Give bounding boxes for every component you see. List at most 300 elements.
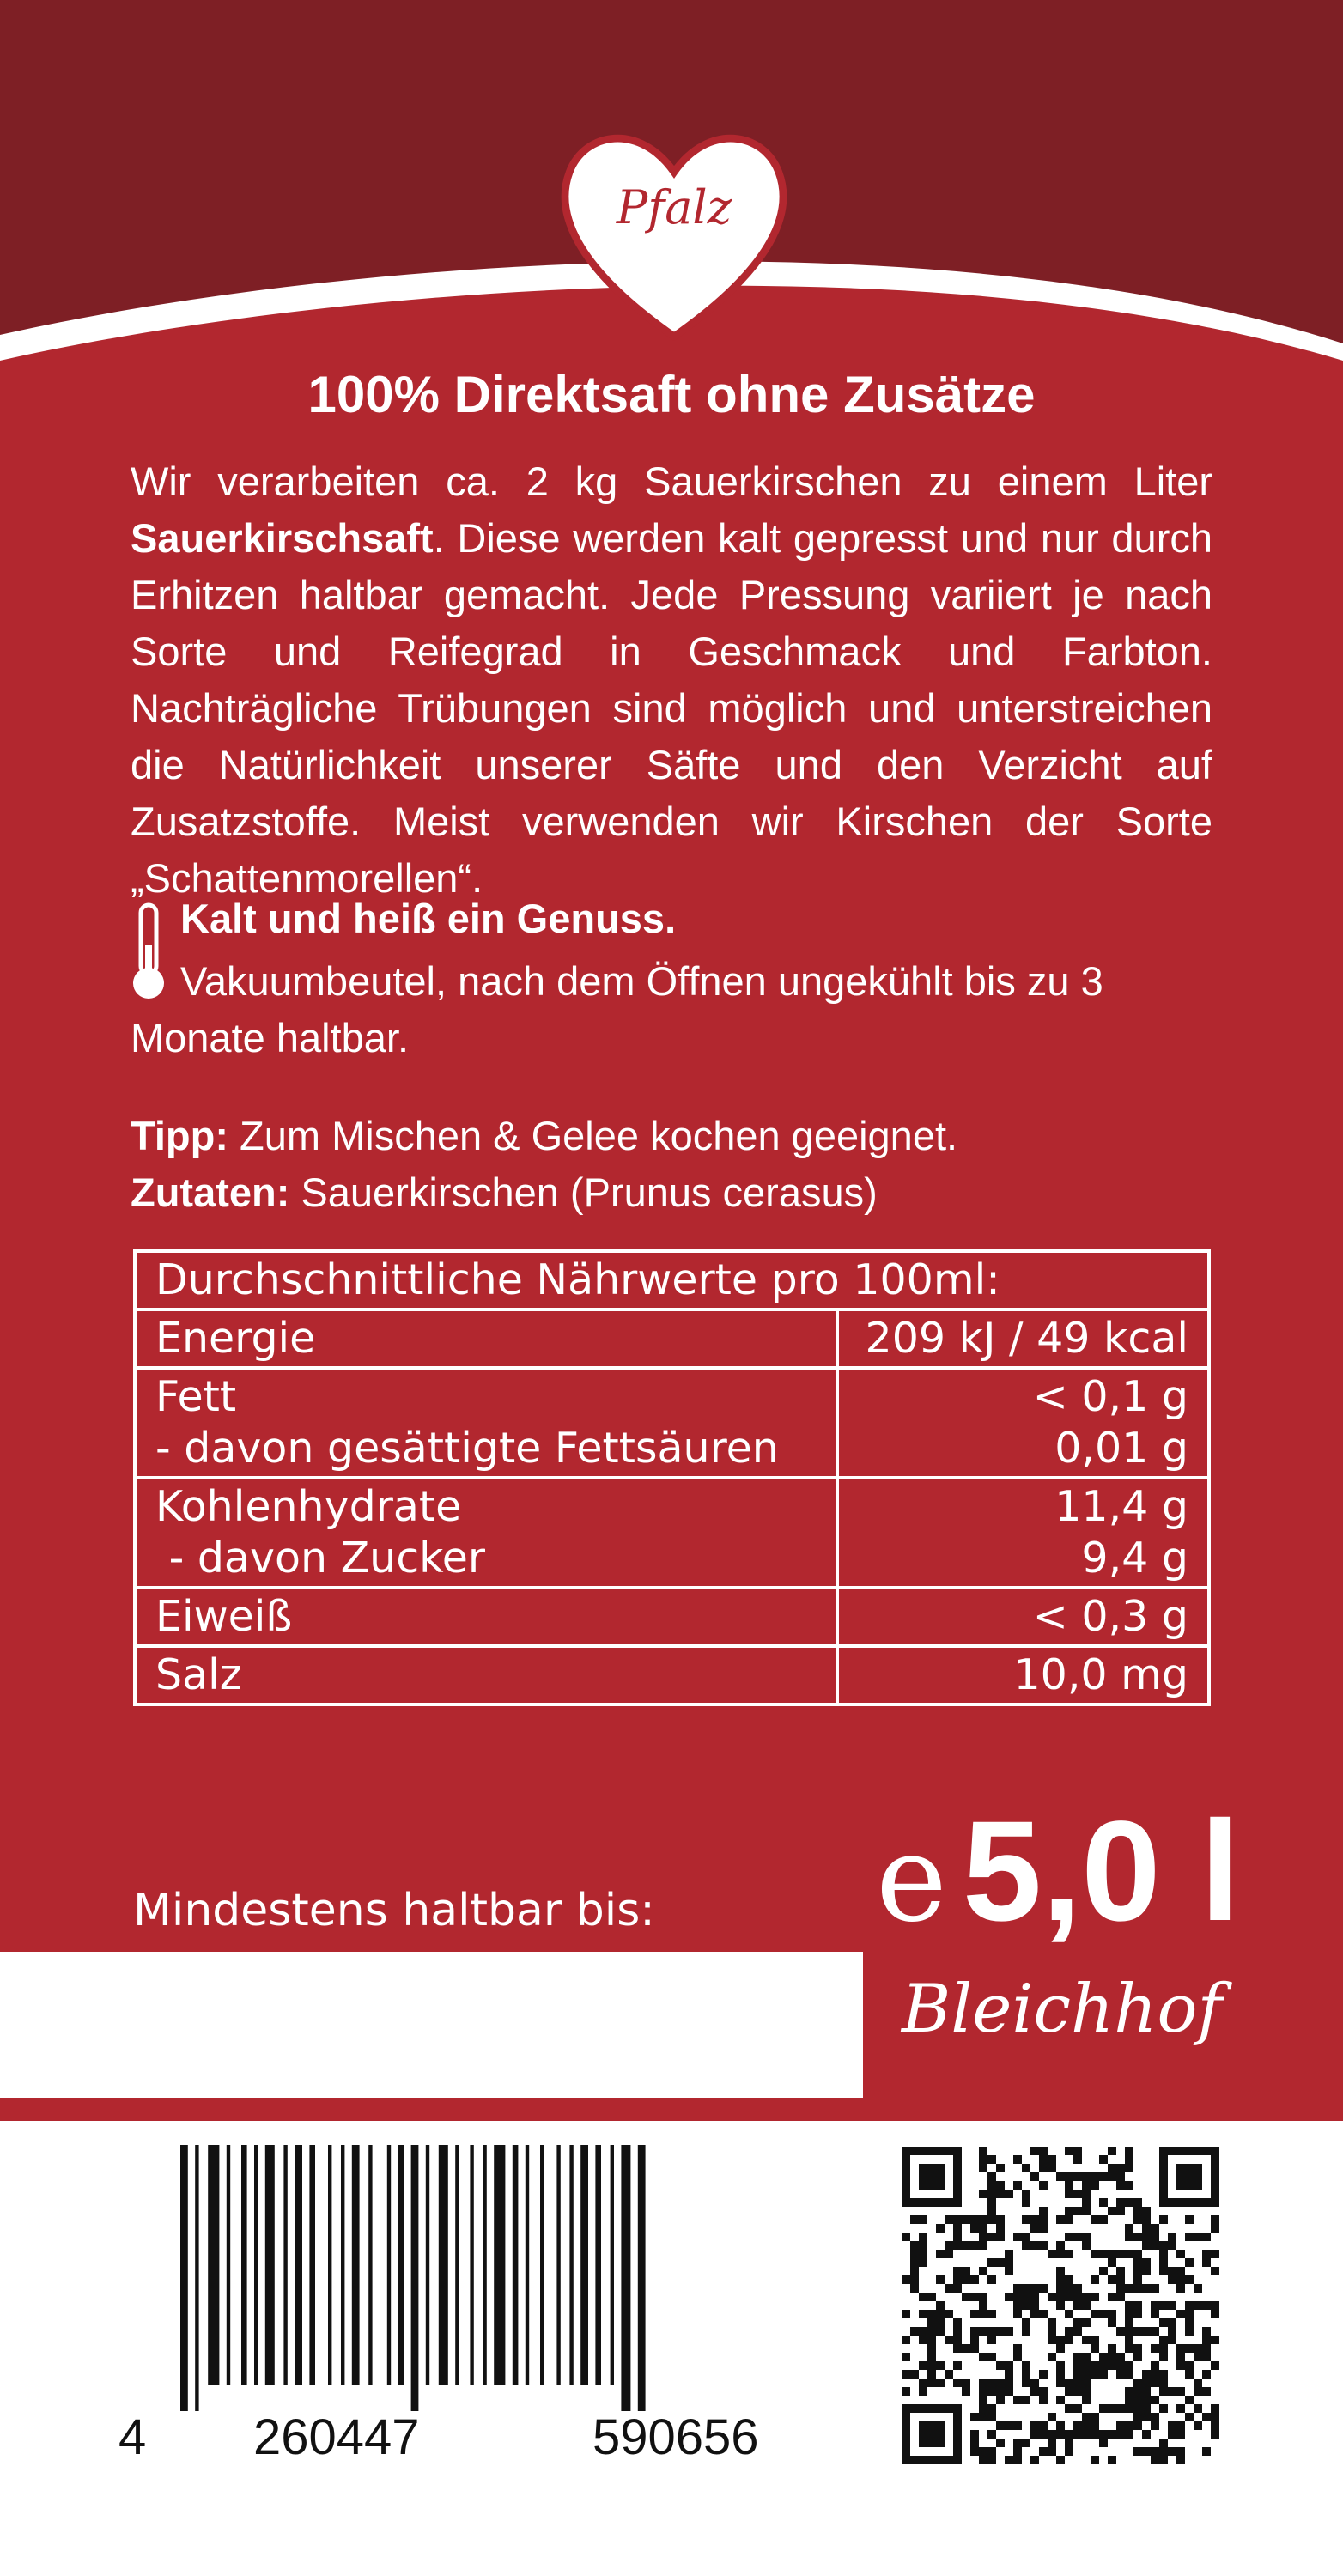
qr-module [1099, 2172, 1108, 2181]
qr-module [1073, 2284, 1082, 2293]
qr-module [1022, 2370, 1030, 2379]
qr-module [962, 2379, 970, 2387]
qr-module [1125, 2198, 1133, 2207]
qr-module [1125, 2336, 1133, 2344]
nutrition-row-energy [135, 1309, 1209, 1368]
qr-module [1030, 2241, 1039, 2250]
qr-module [1048, 2413, 1056, 2421]
qr-module [1125, 2181, 1133, 2190]
qr-module [1005, 2421, 1013, 2430]
qr-module [1005, 2387, 1013, 2396]
nutrition-header: Durchschnittliche Nährwerte pro 100ml: [135, 1251, 1209, 1309]
nutrient-value: 209 kJ / 49 kcal [837, 1309, 1209, 1368]
qr-module [1159, 2241, 1168, 2250]
qr-module [1091, 2172, 1099, 2181]
qr-module [919, 2233, 927, 2241]
qr-module [1065, 2439, 1073, 2447]
qr-module [1194, 2353, 1202, 2361]
qr-module [945, 2336, 953, 2344]
qr-module [1151, 2361, 1159, 2370]
qr-module [1065, 2147, 1073, 2155]
qr-module [910, 2327, 919, 2336]
qr-module [1056, 2250, 1065, 2258]
qr-module [1159, 2379, 1168, 2387]
qr-module [953, 2327, 962, 2336]
qr-module [1185, 2310, 1194, 2318]
qr-module [1108, 2250, 1116, 2258]
qr-module [979, 2413, 988, 2421]
qr-module [1082, 2396, 1091, 2404]
qr-module [1185, 2301, 1194, 2310]
qr-module [1133, 2233, 1142, 2241]
qr-module [1194, 2387, 1202, 2396]
qr-module [1039, 2207, 1048, 2215]
nutrient-name-cell [135, 1368, 837, 1478]
qr-module [953, 2275, 962, 2284]
qr-module [1116, 2250, 1125, 2258]
qr-module [1151, 2413, 1159, 2421]
barcode-bar [241, 2145, 247, 2385]
qr-module [1142, 2207, 1151, 2215]
qr-module [970, 2430, 979, 2439]
estimated-sign-icon: e [876, 1809, 947, 1949]
qr-module [1116, 2284, 1125, 2293]
qr-module [1116, 2293, 1125, 2301]
qr-module [1151, 2370, 1159, 2379]
intro-text-1: Wir verarbeiten ca. 2 kg Sauerkirschen zu einem Liter [131, 459, 1212, 504]
qr-module [1056, 2361, 1065, 2370]
qr-module [1151, 2327, 1159, 2336]
qr-module [979, 2293, 988, 2301]
qr-module [979, 2327, 988, 2336]
qr-module [1022, 2293, 1030, 2301]
qr-module [1211, 2361, 1219, 2370]
barcode-digits-left: 260447 [253, 2409, 420, 2465]
qr-module [953, 2267, 962, 2275]
qr-module [1073, 2353, 1082, 2361]
qr-module [1133, 2396, 1142, 2404]
qr-module [1091, 2336, 1099, 2344]
qr-module [1116, 2207, 1125, 2215]
qr-module [1091, 2421, 1099, 2430]
qr-module [919, 2361, 927, 2370]
qr-module [1133, 2379, 1142, 2387]
qr-module [1142, 2233, 1151, 2241]
qr-module [919, 2327, 927, 2336]
qr-module [1073, 2327, 1082, 2336]
qr-module [1176, 2387, 1185, 2396]
qr-module [1116, 2275, 1125, 2284]
qr-module [1073, 2190, 1082, 2198]
qr-module [1082, 2207, 1091, 2215]
qr-module [1056, 2172, 1065, 2181]
qr-module [1091, 2413, 1099, 2421]
qr-module [1082, 2370, 1091, 2379]
qr-module [1116, 2404, 1125, 2413]
qr-module [1065, 2207, 1073, 2215]
qr-module [979, 2267, 988, 2275]
qr-module [919, 2379, 927, 2387]
qr-module [953, 2336, 962, 2344]
qr-module [1099, 2198, 1108, 2207]
qr-module [1211, 2310, 1219, 2318]
qr-module [1022, 2233, 1030, 2241]
qr-module [1151, 2224, 1159, 2233]
qr-module [1108, 2258, 1116, 2267]
qr-module [936, 2250, 945, 2258]
qr-module [1133, 2284, 1142, 2293]
qr-module [1013, 2155, 1022, 2164]
volume-value: 5,0 l [962, 1792, 1240, 1951]
qr-module [1048, 2250, 1056, 2258]
qr-module [1116, 2267, 1125, 2275]
tip-text: Zum Mischen & Gelee kochen geeignet. [228, 1113, 958, 1158]
qr-module [945, 2241, 953, 2250]
qr-module [953, 2284, 962, 2293]
qr-module [1082, 2361, 1091, 2370]
qr-module [1091, 2181, 1099, 2190]
qr-module [979, 2224, 988, 2233]
qr-module [1142, 2370, 1151, 2379]
qr-module [1185, 2215, 1194, 2224]
qr-module [1202, 2370, 1211, 2379]
qr-module [1176, 2353, 1185, 2361]
barcode-bar [309, 2145, 315, 2385]
qr-finder-center [919, 2421, 945, 2447]
qr-module [919, 2336, 927, 2344]
qr-module [996, 2327, 1005, 2336]
barcode-bar [556, 2145, 560, 2385]
qr-module [927, 2353, 936, 2361]
qr-module [1065, 2310, 1073, 2318]
qr-module [1159, 2301, 1168, 2310]
qr-module [962, 2267, 970, 2275]
intro-paragraph [131, 453, 1212, 907]
qr-module [936, 2224, 945, 2233]
qr-module [1091, 2430, 1099, 2439]
qr-module [1133, 2447, 1142, 2456]
qr-module [988, 2310, 996, 2318]
qr-module [927, 2293, 936, 2301]
qr-module [988, 2430, 996, 2439]
qr-module [1022, 2318, 1030, 2327]
qr-module [1082, 2172, 1091, 2181]
qr-module [1133, 2207, 1142, 2215]
qr-module [1133, 2387, 1142, 2396]
qr-module [1099, 2267, 1108, 2275]
qr-module [962, 2387, 970, 2396]
barcode-bar [283, 2145, 287, 2385]
qr-module [970, 2215, 979, 2224]
qr-module [927, 2310, 936, 2318]
nutrition-row-salt [135, 1646, 1209, 1704]
qr-module [1005, 2370, 1013, 2379]
qr-module [1082, 2190, 1091, 2198]
qr-module [1073, 2293, 1082, 2301]
nutrient-value: 11,4 g [1054, 1482, 1188, 1531]
qr-module [927, 2327, 936, 2336]
qr-module [1142, 2447, 1151, 2456]
qr-module [1039, 2284, 1048, 2293]
qr-module [1073, 2404, 1082, 2413]
volume-mark [876, 1790, 1240, 1953]
qr-module [953, 2379, 962, 2387]
qr-module [996, 2421, 1005, 2430]
ingredients-text: Sauerkirschen (Prunus cerasus) [289, 1170, 878, 1215]
qr-module [1142, 2215, 1151, 2224]
qr-module [1013, 2421, 1022, 2430]
qr-module [1108, 2172, 1116, 2181]
qr-module [1133, 2301, 1142, 2310]
qr-module [1125, 2310, 1133, 2318]
qr-module [1142, 2430, 1151, 2439]
qr-module [1151, 2233, 1159, 2241]
qr-module [1211, 2404, 1219, 2413]
qr-module [1159, 2318, 1168, 2327]
qr-module [910, 2370, 919, 2379]
qr-module [1022, 2439, 1030, 2447]
qr-module [970, 2439, 979, 2447]
qr-module [1185, 2327, 1194, 2336]
qr-module [1082, 2421, 1091, 2430]
qr-module [1202, 2327, 1211, 2336]
qr-module [1082, 2301, 1091, 2310]
qr-module [1176, 2456, 1185, 2464]
qr-module [1142, 2241, 1151, 2250]
qr-module [1005, 2456, 1013, 2464]
qr-module [1039, 2147, 1048, 2155]
qr-module [910, 2241, 919, 2250]
qr-module [1168, 2430, 1176, 2439]
qr-module [1125, 2396, 1133, 2404]
qr-module [1176, 2267, 1185, 2275]
qr-module [979, 2379, 988, 2387]
qr-module [1202, 2387, 1211, 2396]
qr-module [988, 2456, 996, 2464]
qr-module [1039, 2241, 1048, 2250]
nutrition-table [133, 1249, 1211, 1706]
qr-module [936, 2327, 945, 2336]
qr-module [902, 2275, 910, 2284]
qr-module [988, 2181, 996, 2190]
qr-module [1039, 2310, 1048, 2318]
qr-module [1013, 2310, 1022, 2318]
qr-module [962, 2241, 970, 2250]
qr-module [1099, 2250, 1108, 2258]
qr-module [1013, 2344, 1022, 2353]
qr-module [1082, 2233, 1091, 2241]
nutrition-row-carbs [135, 1478, 1209, 1588]
qr-module [953, 2215, 962, 2224]
qr-module [1202, 2353, 1211, 2361]
qr-module [1099, 2215, 1108, 2224]
qr-module [1073, 2233, 1082, 2241]
qr-module [996, 2387, 1005, 2396]
qr-module [1176, 2404, 1185, 2413]
qr-module [1091, 2215, 1099, 2224]
barcode-bar [352, 2145, 360, 2385]
qr-module [1125, 2430, 1133, 2439]
qr-module [979, 2447, 988, 2456]
qr-module [1125, 2284, 1133, 2293]
qr-module [1030, 2379, 1039, 2387]
qr-module [1030, 2301, 1039, 2310]
qr-module [1005, 2327, 1013, 2336]
qr-module [1176, 2250, 1185, 2258]
qr-module [1185, 2370, 1194, 2379]
qr-module [1013, 2293, 1022, 2301]
qr-module [1065, 2327, 1073, 2336]
qr-module [1048, 2293, 1056, 2301]
qr-module [936, 2301, 945, 2310]
qr-module [979, 2164, 988, 2172]
qr-module [902, 2233, 910, 2241]
qr-module [996, 2396, 1005, 2404]
qr-module [979, 2215, 988, 2224]
qr-module [1125, 2344, 1133, 2353]
qr-module [988, 2353, 996, 2361]
qr-module [1091, 2293, 1099, 2301]
best-before-date-field [0, 1952, 863, 2098]
qr-module [996, 2215, 1005, 2224]
qr-module [1099, 2439, 1108, 2447]
qr-module [1133, 2198, 1142, 2207]
qr-module [1048, 2430, 1056, 2439]
qr-module [1125, 2155, 1133, 2164]
qr-module [1039, 2155, 1048, 2164]
qr-module [1108, 2318, 1116, 2327]
qr-module [1048, 2327, 1056, 2336]
qr-module [1091, 2310, 1099, 2318]
qr-module [1176, 2310, 1185, 2318]
qr-module [1013, 2396, 1022, 2404]
qr-module [1108, 2430, 1116, 2439]
qr-module [1108, 2207, 1116, 2215]
qr-module [1030, 2430, 1039, 2439]
qr-module [1116, 2430, 1125, 2439]
qr-module [1159, 2370, 1168, 2379]
qr-module [910, 2275, 919, 2284]
qr-module [970, 2275, 979, 2284]
qr-module [910, 2258, 919, 2267]
qr-module [919, 2258, 927, 2267]
qr-module [1065, 2275, 1073, 2284]
qr-module [1082, 2430, 1091, 2439]
qr-module [1039, 2181, 1048, 2190]
qr-module [1056, 2275, 1065, 2284]
qr-module [1168, 2267, 1176, 2275]
qr-module [919, 2215, 927, 2224]
qr-module [1125, 2404, 1133, 2413]
qr-module [988, 2207, 996, 2215]
barcode-bar [426, 2145, 429, 2385]
heart-logo-text: Pfalz [616, 180, 732, 234]
qr-module [1108, 2147, 1116, 2155]
qr-module [953, 2318, 962, 2327]
qr-module [1202, 2336, 1211, 2344]
qr-module [1099, 2361, 1108, 2370]
qr-module [1022, 2190, 1030, 2198]
qr-module [1056, 2456, 1065, 2464]
qr-module [1030, 2421, 1039, 2430]
qr-module [919, 2293, 927, 2301]
qr-module [1211, 2301, 1219, 2310]
qr-module [988, 2155, 996, 2164]
qr-module [1168, 2301, 1176, 2310]
qr-module [988, 2447, 996, 2456]
qr-module [1125, 2318, 1133, 2327]
qr-module [1065, 2387, 1073, 2396]
qr-module [1065, 2293, 1073, 2301]
qr-module [919, 2250, 927, 2258]
qr-module [1133, 2310, 1142, 2318]
nutrient-name: Energie [135, 1309, 837, 1368]
qr-module [996, 2361, 1005, 2370]
qr-module [1168, 2233, 1176, 2241]
barcode-bar [341, 2145, 344, 2385]
qr-module [988, 2233, 996, 2241]
qr-module [988, 2336, 996, 2344]
qr-module [936, 2275, 945, 2284]
qr-module [1073, 2387, 1082, 2396]
qr-module [1005, 2361, 1013, 2370]
nutrient-value: < 0,3 g [837, 1588, 1209, 1646]
qr-module [1013, 2447, 1022, 2456]
qr-module [1125, 2361, 1133, 2370]
qr-module [970, 2413, 979, 2421]
qr-module [1030, 2284, 1039, 2293]
qr-module [1133, 2404, 1142, 2413]
qr-module [1048, 2336, 1056, 2344]
qr-module [1125, 2224, 1133, 2233]
qr-module [1125, 2370, 1133, 2379]
qr-module [1108, 2275, 1116, 2284]
qr-module [1073, 2318, 1082, 2327]
qr-module [1013, 2456, 1022, 2464]
qr-module [1116, 2421, 1125, 2430]
qr-module [1048, 2155, 1056, 2164]
qr-finder-center [1176, 2164, 1202, 2190]
qr-module [1082, 2181, 1091, 2190]
qr-module [1056, 2344, 1065, 2353]
qr-module [1073, 2379, 1082, 2387]
qr-module [1142, 2396, 1151, 2404]
qr-module [962, 2293, 970, 2301]
qr-module [996, 2164, 1005, 2172]
qr-module [1142, 2224, 1151, 2233]
qr-module [1194, 2233, 1202, 2241]
qr-module [1039, 2370, 1048, 2379]
qr-module [970, 2336, 979, 2344]
qr-module [1211, 2413, 1219, 2421]
barcode [172, 2145, 876, 2411]
qr-module [979, 2310, 988, 2318]
qr-module [1142, 2379, 1151, 2387]
qr-module [1082, 2387, 1091, 2396]
qr-module [1185, 2233, 1194, 2241]
qr-module [1005, 2379, 1013, 2387]
qr-module [1039, 2215, 1048, 2224]
qr-module [1185, 2275, 1194, 2284]
qr-module [988, 2258, 996, 2267]
qr-module [936, 2310, 945, 2318]
qr-module [1142, 2267, 1151, 2275]
qr-module [1168, 2275, 1176, 2284]
qr-module [945, 2215, 953, 2224]
tip-label: Tipp: [131, 1113, 228, 1158]
barcode-bar [227, 2145, 230, 2385]
qr-module [979, 2241, 988, 2250]
